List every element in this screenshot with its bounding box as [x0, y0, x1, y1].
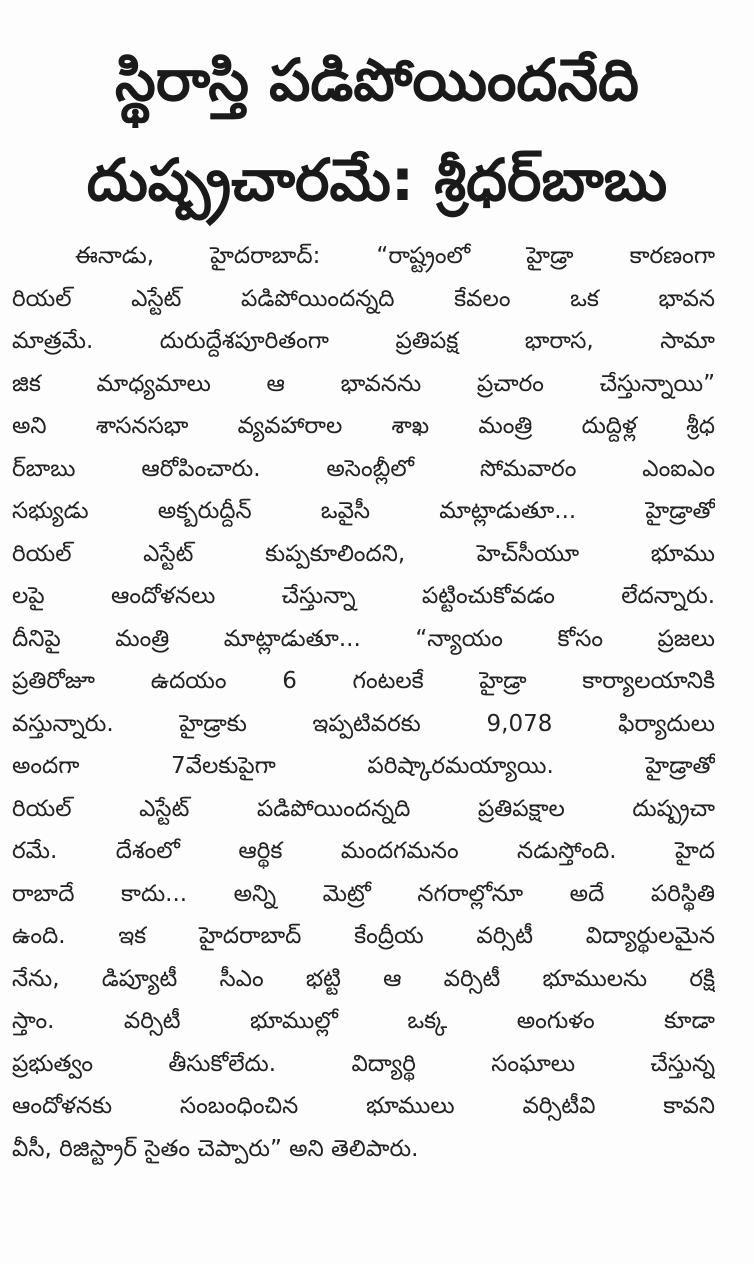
- article-line: రాబాదే కాదు... అన్ని మెట్రో నగరాల్లోనూ అదే పరిస్థితి: [12, 880, 715, 907]
- article-body: [12, 235, 715, 1170]
- article-line: ఆందోళనకు సంబంధించిన భూములు వర్సిటీవి కావని: [12, 1093, 715, 1119]
- article-line: స్తాం. వర్సిటీ భూముల్లో ఒక్క అంగుళం కూడా: [12, 1008, 715, 1034]
- article-line: ప్రభుత్వం తీసుకోలేదు. విద్యార్థి సంఘాలు చేస్తున్న: [12, 1050, 715, 1077]
- article-line: సభ్యుడు అక్బరుద్దీన్ ఒవైసీ మాట్లాడుతూ... హైడ్రాతో: [12, 498, 715, 524]
- article-line: మాత్రమే. దురుద్దేశపూరితంగా ప్రతిపక్ష భారాస, సామా: [12, 328, 715, 354]
- headline: [40, 30, 714, 230]
- article-line: రియల్ ఎస్టేట్ పడిపోయిందన్నది కేవలం ఒక భావన: [12, 285, 715, 312]
- article-line: వీసీ, రిజిస్ట్రార్ సైతం చెప్పారు” అని తెలిపారు.: [12, 1135, 419, 1162]
- headline-line: దుష్ప్రచారమే: శ్రీధర్‌బాబు: [86, 146, 668, 214]
- article-line: రియల్ ఎస్టేట్ కుప్పకూలిందని, హెచ్‌సీయూ భూము: [12, 540, 715, 567]
- article-line: ఈనాడు, హైదరాబాద్: “రాష్ట్రంలో హైడ్రా కారణంగా: [75, 243, 715, 269]
- article-line: ప్రతిరోజూ ఉదయం 6 గంటలకే హైడ్రా కార్యాలయానికి: [12, 668, 715, 694]
- article-line: దీనిపై మంత్రి మాట్లాడుతూ... “న్యాయం కోసం ప్రజలు: [12, 625, 715, 652]
- article-line: రమే. దేశంలో ఆర్థిక మందగమనం నడుస్తోంది. హైద: [12, 838, 715, 864]
- article-line: జిక మాధ్యమాలు ఆ భావనను ప్రచారం చేస్తున్నాయి”: [12, 370, 715, 397]
- article-line: వస్తున్నారు. హైడ్రాకు ఇప్పటివరకు 9,078 ఫిర్యాదులు: [12, 710, 715, 737]
- article-line: రియల్ ఎస్టేట్ పడిపోయిందన్నది ప్రతిపక్షాల దుష్ప్రచా: [12, 795, 715, 822]
- article-line: లపై ఆందోళనలు చేస్తున్నా పట్టించుకోవడం లేదన్నారు.: [12, 583, 715, 609]
- article-line: అందగా 7వేలకుపైగా పరిష్కారమయ్యాయి. హైడ్రాతో: [12, 753, 715, 779]
- article-line: అని శాసనసభా వ్యవహారాల శాఖ మంత్రి దుద్దిళ్ల శ్రీధ: [12, 413, 715, 439]
- article-line: ఉంది. ఇక హైదరాబాద్ కేంద్రీయ వర్సిటీ విద్యార్థులమైన: [12, 923, 715, 949]
- article-line: నేను, డిప్యూటీ సీఎం భట్టి ఆ వర్సిటీ భూములను రక్షి: [12, 965, 715, 992]
- article-line: ర్‌బాబు ఆరోపించారు. అసెంబ్లీలో సోమవారం ఎంఐఎం: [12, 455, 715, 482]
- headline-line: స్థిరాస్తి పడిపోయిందనేది: [115, 46, 639, 114]
